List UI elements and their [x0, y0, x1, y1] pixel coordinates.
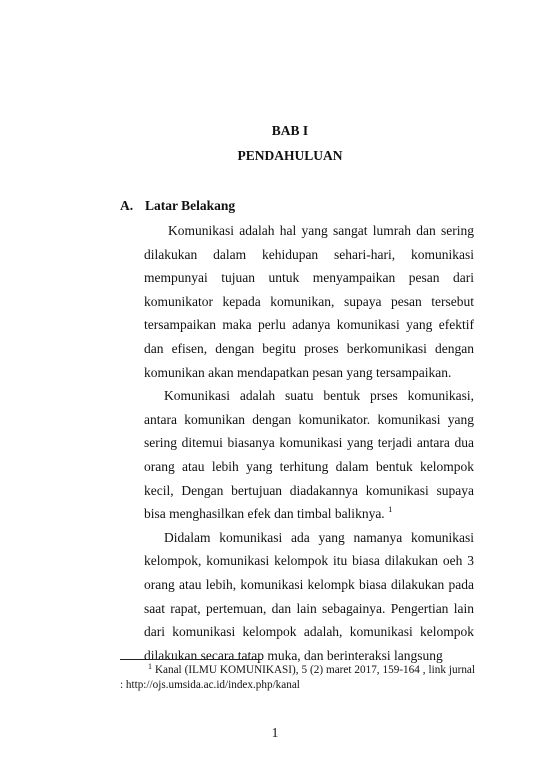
footnote-reference[interactable]: 1: [388, 504, 393, 515]
section-title: Latar Belakang: [145, 198, 236, 213]
paragraph-2: [144, 384, 474, 526]
section-heading: [120, 198, 235, 214]
body-text: [144, 219, 474, 667]
paragraph-1: Komunikasi adalah hal yang sangat lumrah dan sering dilakukan dalam kehidupan sehari-hari, komunikasi mempunyai tujuan untuk menyampaikan pesan dari komunikator kepada komunikan, supaya pesan tersebut tersampaikan maka perlu adanya komunikasi yang efektif dan efisen, dengan begitu proses berkomunikasi dengan komunikan akan mendapatkan pesan yang tersampaikan.: [144, 223, 474, 380]
page-number: 1: [271, 725, 279, 740]
footnote: [120, 663, 475, 693]
chapter-title: PENDAHULUAN: [237, 148, 343, 163]
section-letter: A.: [120, 198, 134, 213]
footnote-mark: 1: [148, 662, 152, 671]
chapter-number: BAB I: [271, 123, 309, 138]
footnote-divider: [120, 659, 262, 660]
paragraph-3: Didalam komunikasi ada yang namanya komunikasi kelompok, komunikasi kelompok itu biasa dilakukan oeh 3 orang atau lebih, komunikasi kelompk biasa dilakukan pada saat rapat, pertemuan, dan lain sebagainya. Pengertian lain dari komunikasi kelompok adalah, komunikasi kelompok dilakukan secara tatap muka, dan berinteraksi langsung: [144, 529, 474, 663]
footnote-text: Kanal (ILMU KOMUNIKASI), 5 (2) maret 2017, 159-164 , link jurnal : http://ojs.umsida.ac.id/index.php/kanal: [120, 664, 475, 691]
paragraph-2-text: Komunikasi adalah suatu bentuk prses komunikasi, antara komunikan dengan komunikator. komunikasi yang sering ditemui biasanya komunikasi yang terjadi antara dua orang atau lebih yang terhitung dalam bentuk kelompok kecil, Dengan bertujuan diadakannya komunikasi supaya bisa menghasilkan efek dan timbal baliknya.: [144, 388, 474, 522]
